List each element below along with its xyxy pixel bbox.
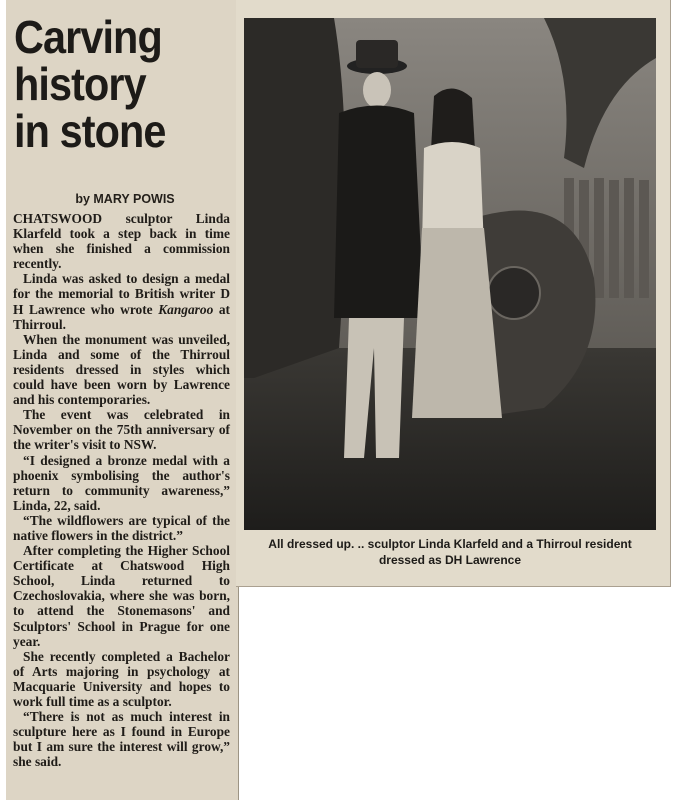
paragraph: When the monument was unveiled, Linda and some of the Thirroul residents dressed in styles which could have been worn by Lawrence and his contemporaries. (13, 331, 230, 408)
paragraph: CHATSWOOD sculptor Linda Klarfeld took a step back in time when she finished a commission recently. (13, 211, 230, 272)
headline (14, 11, 216, 157)
paragraph: “The wildflowers are typical of the native flowers in the district.” (13, 512, 230, 543)
article-body (13, 211, 230, 769)
headline-line: in stone (14, 105, 166, 157)
headline-line: Carving (14, 11, 162, 63)
paragraph: The event was celebrated in November on the 75th anniversary of the writer's visit to NSW. (13, 407, 230, 453)
paragraph-text: Linda was asked to design a medal for the memorial to British writer D H Lawrence who wrote (13, 271, 230, 317)
paragraph (13, 271, 230, 331)
photo-caption: All dressed up. .. sculptor Linda Klarfeld and a Thirroul resident dressed as DH Lawrence (268, 537, 632, 567)
headline-line: history (14, 58, 146, 110)
paragraph: “There is not as much interest in sculpture here as I found in Europe but I am sure the interest will grow,” she said. (13, 709, 230, 770)
byline: by MARY POWIS (75, 192, 175, 206)
paragraph: After completing the Higher School Certificate at Chatswood High School, Linda returned to Czechoslovakia, where she was born, to attend the Stonemasons' and Sculptors' School in Prague for one year. (13, 543, 230, 649)
paragraph: She recently completed a Bachelor of Arts majoring in psychology at Macquarie University and hopes to work full time as a sculptor. (13, 648, 230, 709)
book-title: Kangaroo (158, 301, 214, 317)
paragraph: “I designed a bronze medal with a phoenix symbolising the author's return to community awareness,” Linda, 22, said. (13, 452, 230, 513)
article-photo (244, 18, 656, 530)
paragraph-text: at Thirroul. (13, 301, 230, 332)
